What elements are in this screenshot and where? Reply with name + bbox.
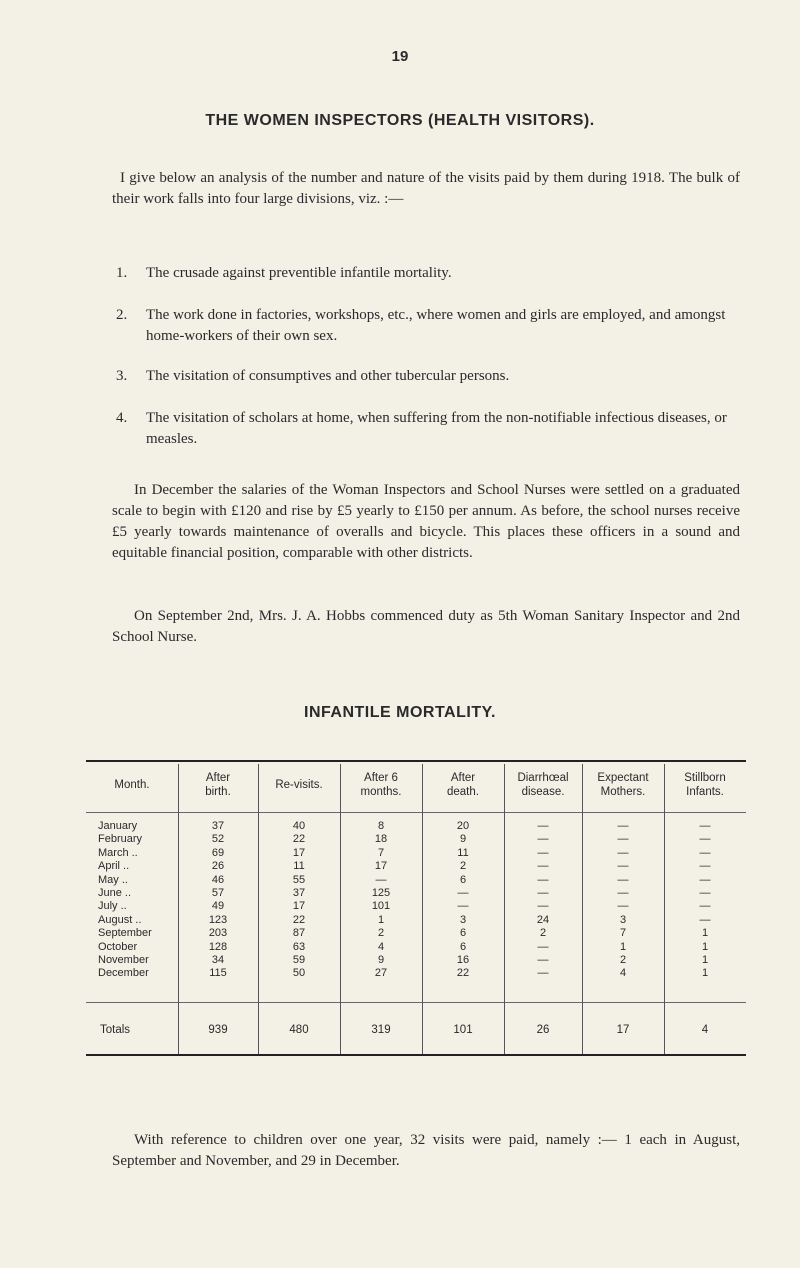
cell-revisits: 50 xyxy=(292,967,306,980)
appointment-paragraph: On September 2nd, Mrs. J. A. Hobbs commenced duty as 5th Woman Sanitary Inspector and 2nd School Nurse. xyxy=(112,608,740,645)
cell-after-6-months: 7 xyxy=(377,846,385,859)
cell-after-death: — xyxy=(457,887,469,899)
cell-after-birth: 57 xyxy=(211,887,225,899)
division-number: 4. xyxy=(116,410,128,426)
division-number: 1. xyxy=(116,265,128,281)
cell-diarrhoeal: — xyxy=(537,833,549,846)
cell-revisits: 37 xyxy=(292,887,306,899)
row-month: April .. xyxy=(98,860,130,873)
cell-expectant: — xyxy=(617,846,629,859)
table-top-rule xyxy=(86,760,746,762)
table-bottom-rule xyxy=(86,1054,746,1056)
page-number: 19 xyxy=(391,48,409,65)
cell-expectant: — xyxy=(617,900,629,913)
cell-stillborn: 1 xyxy=(701,927,709,940)
cell-after-death: 6 xyxy=(459,873,467,886)
cell-stillborn: — xyxy=(699,820,711,832)
cell-stillborn: — xyxy=(699,887,711,899)
infantile-mortality-table xyxy=(86,760,746,1060)
cell-after-birth: 49 xyxy=(211,900,225,913)
cell-stillborn: — xyxy=(699,873,711,886)
header-after-birth: After birth. xyxy=(205,772,231,798)
cell-stillborn: — xyxy=(699,833,711,846)
row-month: March .. xyxy=(98,846,138,859)
totals-label: Totals xyxy=(100,1024,131,1036)
division-number: 3. xyxy=(116,368,128,384)
cell-after-6-months: 18 xyxy=(374,833,388,846)
table-title: INFANTILE MORTALITY. xyxy=(304,704,496,721)
cell-after-death: 3 xyxy=(459,913,467,926)
cell-diarrhoeal: 24 xyxy=(536,913,550,926)
division-text: The visitation of consumptives and other tubercular persons. xyxy=(146,368,510,384)
column-divider xyxy=(504,764,505,1054)
header-stillborn: Stillborn Infants. xyxy=(684,772,726,798)
cell-stillborn: — xyxy=(699,846,711,859)
total-stillborn: 4 xyxy=(701,1024,709,1036)
row-month: July .. xyxy=(98,900,127,913)
cell-after-birth: 52 xyxy=(211,833,225,846)
cell-after-death: 6 xyxy=(459,927,467,940)
cell-after-6-months: 101 xyxy=(371,900,391,913)
cell-expectant: — xyxy=(617,887,629,899)
cell-after-birth: 69 xyxy=(211,846,225,859)
cell-expectant: — xyxy=(617,833,629,846)
row-month: November xyxy=(98,954,149,966)
header-revisits: Re-visits. xyxy=(275,779,323,791)
cell-stillborn: — xyxy=(699,900,711,913)
cell-after-birth: 26 xyxy=(211,860,225,873)
cell-after-death: 20 xyxy=(456,820,470,832)
cell-expectant: 1 xyxy=(619,940,627,953)
cell-stillborn: 1 xyxy=(701,940,709,953)
cell-after-death: 22 xyxy=(456,967,470,980)
cell-after-death: 16 xyxy=(456,954,470,966)
footnote-paragraph: With reference to children over one year, 32 visits were paid, namely :— 1 each in August, September and November, and 29 in December. xyxy=(112,1132,740,1169)
cell-after-6-months: 8 xyxy=(377,820,385,832)
cell-after-6-months: 125 xyxy=(371,887,391,899)
cell-revisits: 55 xyxy=(292,873,306,886)
cell-after-birth: 46 xyxy=(211,873,225,886)
cell-after-death: — xyxy=(457,900,469,913)
cell-after-birth: 115 xyxy=(209,967,227,980)
table-header-rule xyxy=(86,812,746,813)
cell-revisits: 22 xyxy=(292,913,306,926)
cell-revisits: 22 xyxy=(292,833,306,846)
table-totals-rule xyxy=(86,1002,746,1003)
row-month: December xyxy=(98,967,149,980)
page-title: THE WOMEN INSPECTORS (HEALTH VISITORS). xyxy=(205,112,595,129)
row-month: January xyxy=(98,820,138,832)
cell-after-birth: 203 xyxy=(208,927,228,940)
row-month: February xyxy=(98,833,143,846)
total-revisits: 480 xyxy=(289,1024,309,1036)
cell-diarrhoeal: — xyxy=(537,940,549,953)
cell-revisits: 87 xyxy=(292,927,306,940)
cell-after-6-months: 9 xyxy=(377,954,385,966)
cell-diarrhoeal: — xyxy=(537,846,549,859)
cell-expectant: 2 xyxy=(619,954,627,966)
column-divider xyxy=(258,764,259,1054)
cell-diarrhoeal: — xyxy=(537,873,549,886)
cell-expectant: 7 xyxy=(619,927,627,940)
column-divider xyxy=(422,764,423,1054)
division-text: The visitation of scholars at home, when suffering from the non-notifiable infectious diseases, or measles. xyxy=(146,410,727,447)
column-divider xyxy=(340,764,341,1054)
salaries-paragraph: In December the salaries of the Woman Inspectors and School Nurses were settled on a graduated scale to begin with £120 and rise by £5 yearly to £150 per annum. As before, the school nurses receive £5 yearly towards maintenance of overalls and bicycle. This places these officers in a sound and equitable financial position, comparable with other districts. xyxy=(112,482,740,561)
cell-revisits: 17 xyxy=(292,900,306,913)
cell-stillborn: 1 xyxy=(701,967,709,980)
cell-revisits: 59 xyxy=(292,954,306,966)
cell-expectant: — xyxy=(617,820,629,832)
cell-after-death: 6 xyxy=(459,940,467,953)
total-after-6-months: 319 xyxy=(371,1024,391,1036)
division-text: The crusade against preventible infantile mortality. xyxy=(146,265,452,281)
total-diarrhoeal: 26 xyxy=(536,1024,550,1036)
cell-diarrhoeal: — xyxy=(537,900,549,913)
cell-diarrhoeal: — xyxy=(537,860,549,873)
cell-revisits: 63 xyxy=(292,940,306,953)
total-after-death: 101 xyxy=(453,1024,473,1036)
cell-after-birth: 37 xyxy=(211,820,225,832)
cell-diarrhoeal: — xyxy=(537,967,549,980)
row-month: August .. xyxy=(98,913,142,926)
cell-diarrhoeal: 2 xyxy=(539,927,547,940)
cell-revisits: 17 xyxy=(292,846,306,859)
cell-after-death: 2 xyxy=(459,860,467,873)
cell-expectant: — xyxy=(617,873,629,886)
cell-diarrhoeal: — xyxy=(537,820,549,832)
header-after-death: After death. xyxy=(447,772,479,798)
header-after-6-months: After 6 months. xyxy=(360,772,402,798)
column-divider xyxy=(582,764,583,1054)
row-month: May .. xyxy=(98,873,128,886)
total-expectant: 17 xyxy=(616,1024,630,1036)
header-diarrhoeal: Diarrhœal disease. xyxy=(517,772,569,798)
cell-revisits: 40 xyxy=(292,820,306,832)
cell-diarrhoeal: — xyxy=(537,887,549,899)
cell-after-6-months: 4 xyxy=(377,940,385,953)
cell-revisits: 11 xyxy=(293,860,305,873)
cell-expectant: 4 xyxy=(619,967,627,980)
cell-stillborn: 1 xyxy=(701,954,709,966)
cell-after-death: 11 xyxy=(457,846,469,859)
cell-after-birth: 123 xyxy=(208,913,228,926)
cell-after-birth: 128 xyxy=(208,940,228,953)
cell-stillborn: — xyxy=(699,860,711,873)
cell-after-6-months: 1 xyxy=(377,913,385,926)
cell-expectant: — xyxy=(617,860,629,873)
header-expectant: Expectant Mothers. xyxy=(597,772,649,798)
cell-after-6-months: 2 xyxy=(377,927,385,940)
cell-after-6-months: 17 xyxy=(374,860,388,873)
row-month: October xyxy=(98,940,138,953)
cell-diarrhoeal: — xyxy=(537,954,549,966)
intro-paragraph: I give below an analysis of the number and nature of the visits paid by them during 1918. The bulk of their work falls into four large divisions, viz. :— xyxy=(112,170,740,207)
cell-after-birth: 34 xyxy=(211,954,225,966)
cell-expectant: 3 xyxy=(619,913,627,926)
cell-after-6-months: — xyxy=(375,873,387,886)
header-month: Month. xyxy=(114,779,150,791)
division-number: 2. xyxy=(116,307,128,323)
cell-after-6-months: 27 xyxy=(374,967,388,980)
cell-stillborn: — xyxy=(699,913,711,926)
total-after-birth: 939 xyxy=(208,1024,228,1036)
row-month: June .. xyxy=(98,887,132,899)
column-divider xyxy=(664,764,665,1054)
division-text: The work done in factories, workshops, etc., where women and girls are employed, and amongst home-workers of their own sex. xyxy=(146,307,726,344)
cell-after-death: 9 xyxy=(459,833,467,846)
row-month: September xyxy=(98,927,152,940)
